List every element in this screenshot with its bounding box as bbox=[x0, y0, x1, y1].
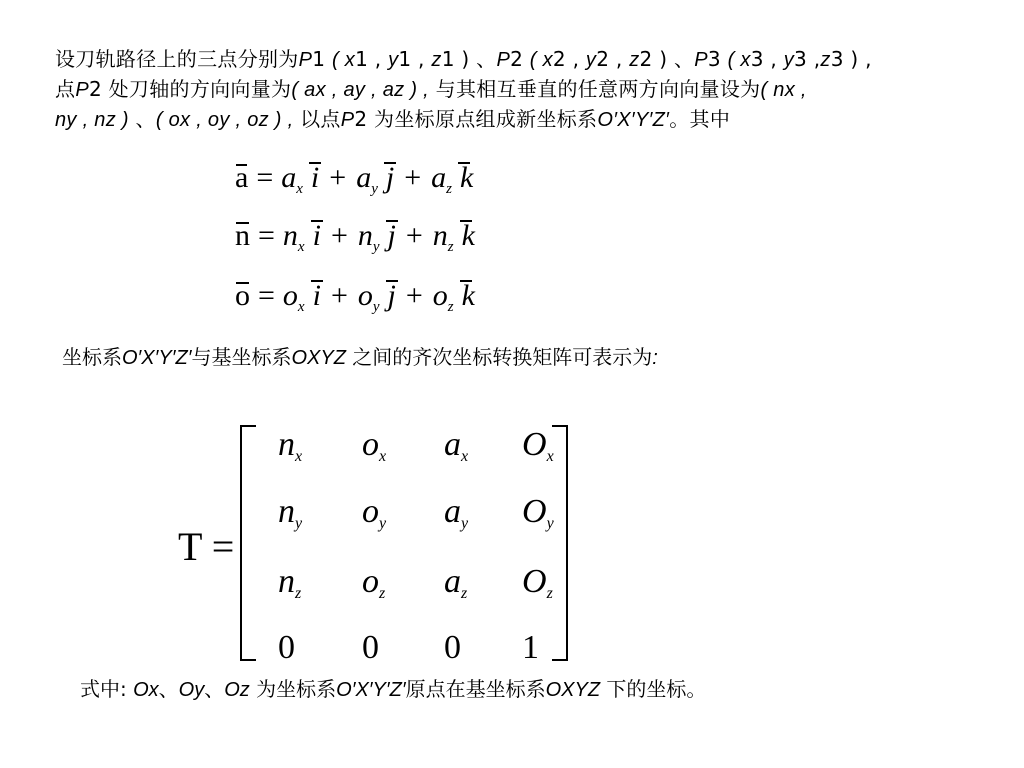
matrix-cell-symbol: 0 bbox=[444, 629, 461, 666]
equals-sign: = bbox=[258, 219, 275, 252]
equals-sign: = bbox=[256, 161, 274, 194]
unit-vector: i bbox=[312, 279, 321, 312]
coefficient: a bbox=[356, 161, 372, 194]
intro-line-1 bbox=[55, 44, 1015, 74]
plus-sign: + bbox=[405, 219, 423, 252]
text-run: P bbox=[75, 79, 89, 101]
matrix-cell bbox=[362, 425, 422, 477]
text-run: 2 ) 、 bbox=[639, 47, 695, 71]
matrix-cell-symbol: a bbox=[444, 426, 461, 463]
coefficient-subscript: x bbox=[297, 299, 305, 315]
plus-sign: + bbox=[330, 219, 348, 252]
unit-vector: k bbox=[459, 161, 474, 194]
coefficient-subscript: x bbox=[296, 181, 303, 197]
unit-vector: j bbox=[387, 279, 396, 312]
text-run: P bbox=[340, 109, 355, 131]
text-run: P bbox=[298, 49, 313, 71]
text-run: ny , nz ) bbox=[55, 109, 129, 131]
text-run: ( nx , bbox=[760, 79, 807, 101]
matrix-cell bbox=[444, 492, 504, 544]
matrix-cell-subscript: z bbox=[546, 585, 553, 602]
matrix-cell bbox=[522, 628, 582, 668]
text-run: 、 bbox=[128, 107, 156, 131]
plus-sign: + bbox=[404, 161, 422, 194]
matrix-cell bbox=[444, 562, 504, 614]
matrix-cell-subscript: y bbox=[295, 515, 303, 532]
text-run: : bbox=[652, 347, 658, 369]
coefficient-subscript: x bbox=[297, 239, 305, 255]
vector-symbol: o bbox=[235, 279, 250, 312]
plus-sign: + bbox=[330, 279, 348, 312]
text-run: ( x bbox=[529, 49, 553, 71]
text-run: P bbox=[496, 49, 511, 71]
vector-symbol: a bbox=[235, 161, 249, 194]
text-run: 1 ) 、 bbox=[441, 47, 497, 71]
text-run: 原点在基坐标系 bbox=[405, 677, 546, 701]
text-run: 3 ) , bbox=[830, 47, 872, 71]
coefficient-subscript: z bbox=[447, 299, 454, 315]
text-run: y bbox=[388, 49, 399, 71]
text-run: z bbox=[431, 49, 442, 71]
text-run: 与基坐标系 bbox=[191, 345, 292, 369]
equals-sign: = bbox=[258, 279, 275, 312]
matrix-cell-symbol: 1 bbox=[522, 629, 539, 666]
coefficient-subscript: y bbox=[372, 299, 380, 315]
matrix-cell-subscript: x bbox=[295, 448, 303, 465]
text-run: 3 , bbox=[794, 47, 821, 71]
coefficient-subscript: z bbox=[447, 239, 454, 255]
unit-vector: i bbox=[312, 219, 321, 252]
text-run: Oz bbox=[224, 679, 250, 701]
coefficient-subscript: z bbox=[446, 181, 452, 197]
intro-line-3 bbox=[55, 104, 1015, 134]
coefficient: o bbox=[432, 279, 448, 312]
unit-vector: i bbox=[310, 161, 320, 194]
matrix-cell-subscript: x bbox=[546, 448, 554, 465]
text-run: 、 bbox=[204, 677, 225, 701]
matrix-cell bbox=[444, 628, 504, 668]
text-run: OXYZ bbox=[291, 347, 346, 369]
text-run: O′X′Y′Z′ bbox=[336, 679, 406, 701]
text-run: OXYZ bbox=[545, 679, 601, 701]
unit-vector: j bbox=[387, 219, 396, 252]
matrix-cell-symbol: O bbox=[522, 493, 547, 530]
coefficient: o bbox=[282, 279, 298, 312]
text-run: ( ax , ay , az ) , bbox=[291, 79, 429, 101]
text-run: y bbox=[783, 49, 795, 71]
matrix-cell-symbol: o bbox=[362, 426, 379, 463]
matrix-left-bracket bbox=[240, 425, 256, 661]
coefficient: a bbox=[281, 161, 297, 194]
coefficient: n bbox=[357, 219, 373, 252]
matrix-cell-symbol: a bbox=[444, 563, 461, 600]
plus-sign: + bbox=[329, 161, 347, 194]
matrix-cell-symbol: n bbox=[278, 426, 295, 463]
matrix-cell-symbol: o bbox=[362, 563, 379, 600]
equation-o bbox=[235, 278, 475, 325]
coefficient-subscript: y bbox=[371, 181, 378, 197]
coefficient-subscript: y bbox=[372, 239, 380, 255]
matrix-cell bbox=[362, 628, 422, 668]
matrix-cell-symbol: O bbox=[522, 426, 547, 463]
text-run: 式中: bbox=[80, 677, 134, 701]
matrix-cell-symbol: n bbox=[278, 563, 295, 600]
coefficient: n bbox=[282, 219, 298, 252]
matrix-cell-symbol: n bbox=[278, 493, 295, 530]
text-run: 2 , bbox=[552, 47, 586, 71]
matrix-cell bbox=[278, 425, 338, 477]
text-run: 3 bbox=[707, 47, 728, 71]
text-run: 1 , bbox=[355, 47, 389, 71]
vector-symbol: n bbox=[235, 219, 250, 252]
plus-sign: + bbox=[405, 279, 423, 312]
equation-n bbox=[235, 218, 475, 265]
intro-line-2 bbox=[55, 74, 1015, 104]
matrix-cell-subscript: z bbox=[379, 585, 386, 602]
matrix-cell-symbol: O bbox=[522, 563, 547, 600]
text-run: 2 , bbox=[596, 47, 630, 71]
text-run: 3 , bbox=[750, 47, 784, 71]
text-run: z bbox=[629, 49, 640, 71]
text-run: 之间的齐次坐标转换矩阵可表示为 bbox=[345, 345, 653, 369]
matrix-cell-subscript: y bbox=[546, 515, 554, 532]
text-run: O′X′Y′Z′ bbox=[122, 347, 192, 369]
unit-vector: k bbox=[461, 219, 475, 252]
text-run: 1 bbox=[312, 47, 332, 71]
unit-vector: k bbox=[461, 279, 475, 312]
matrix-label: T = bbox=[178, 524, 235, 569]
matrix-cell-symbol: 0 bbox=[278, 629, 295, 666]
matrix-cell bbox=[278, 562, 338, 614]
text-run: 1 , bbox=[398, 47, 432, 71]
coefficient: o bbox=[357, 279, 373, 312]
text-run: O′X′Y′Z′ bbox=[597, 109, 670, 131]
text-run: 、 bbox=[158, 677, 179, 701]
text-run: 为坐标系 bbox=[249, 677, 337, 701]
matrix-cell-symbol: o bbox=[362, 493, 379, 530]
coefficient: n bbox=[432, 219, 448, 252]
matrix-cell-subscript: x bbox=[379, 448, 387, 465]
text-run: 下的坐标。 bbox=[600, 677, 707, 701]
text-run: ( x bbox=[331, 49, 356, 71]
matrix-cell-subscript: z bbox=[295, 585, 302, 602]
text-run: 2 bbox=[510, 47, 530, 71]
matrix-cell bbox=[362, 562, 422, 614]
text-run: z bbox=[820, 49, 831, 71]
matrix-cell-symbol: a bbox=[444, 493, 461, 530]
matrix-cell bbox=[522, 562, 582, 614]
text-run: Ox bbox=[133, 679, 159, 701]
text-run: 2 处刀轴的方向向量为 bbox=[88, 77, 292, 101]
matrix-cell bbox=[278, 492, 338, 544]
coefficient: a bbox=[431, 161, 447, 194]
matrix-cell-subscript: y bbox=[461, 515, 469, 532]
matrix-cell bbox=[362, 492, 422, 544]
text-run: 。其中 bbox=[669, 107, 731, 131]
matrix-cell-symbol: 0 bbox=[362, 629, 379, 666]
text-run: y bbox=[585, 49, 597, 71]
matrix-intro-sentence bbox=[62, 343, 658, 372]
text-run: P bbox=[694, 49, 708, 71]
matrix-cell-subscript: y bbox=[379, 515, 387, 532]
matrix-cell bbox=[278, 628, 338, 668]
matrix-cell bbox=[522, 492, 582, 544]
text-run: 点 bbox=[55, 77, 76, 101]
text-run: 设刀轨路径上的三点分别为 bbox=[55, 47, 299, 71]
intro-paragraph bbox=[55, 44, 1015, 134]
text-run: ( x bbox=[727, 49, 751, 71]
text-run: 与其相互垂直的任意两方向向量设为 bbox=[429, 77, 761, 101]
text-run: 坐标系 bbox=[62, 345, 122, 369]
matrix-cell-subscript: x bbox=[461, 448, 469, 465]
matrix-cell bbox=[444, 425, 504, 477]
text-run: 以点 bbox=[293, 107, 341, 131]
text-run: ( ox , oy , oz ) , bbox=[155, 109, 294, 131]
explanation-sentence bbox=[80, 675, 706, 704]
unit-vector: j bbox=[385, 161, 395, 194]
equation-a bbox=[235, 160, 473, 207]
text-run: 2 为坐标原点组成新坐标系 bbox=[354, 107, 598, 131]
text-run: Oy bbox=[178, 679, 205, 701]
matrix-cell-subscript: z bbox=[461, 585, 468, 602]
matrix-cell bbox=[522, 425, 582, 477]
